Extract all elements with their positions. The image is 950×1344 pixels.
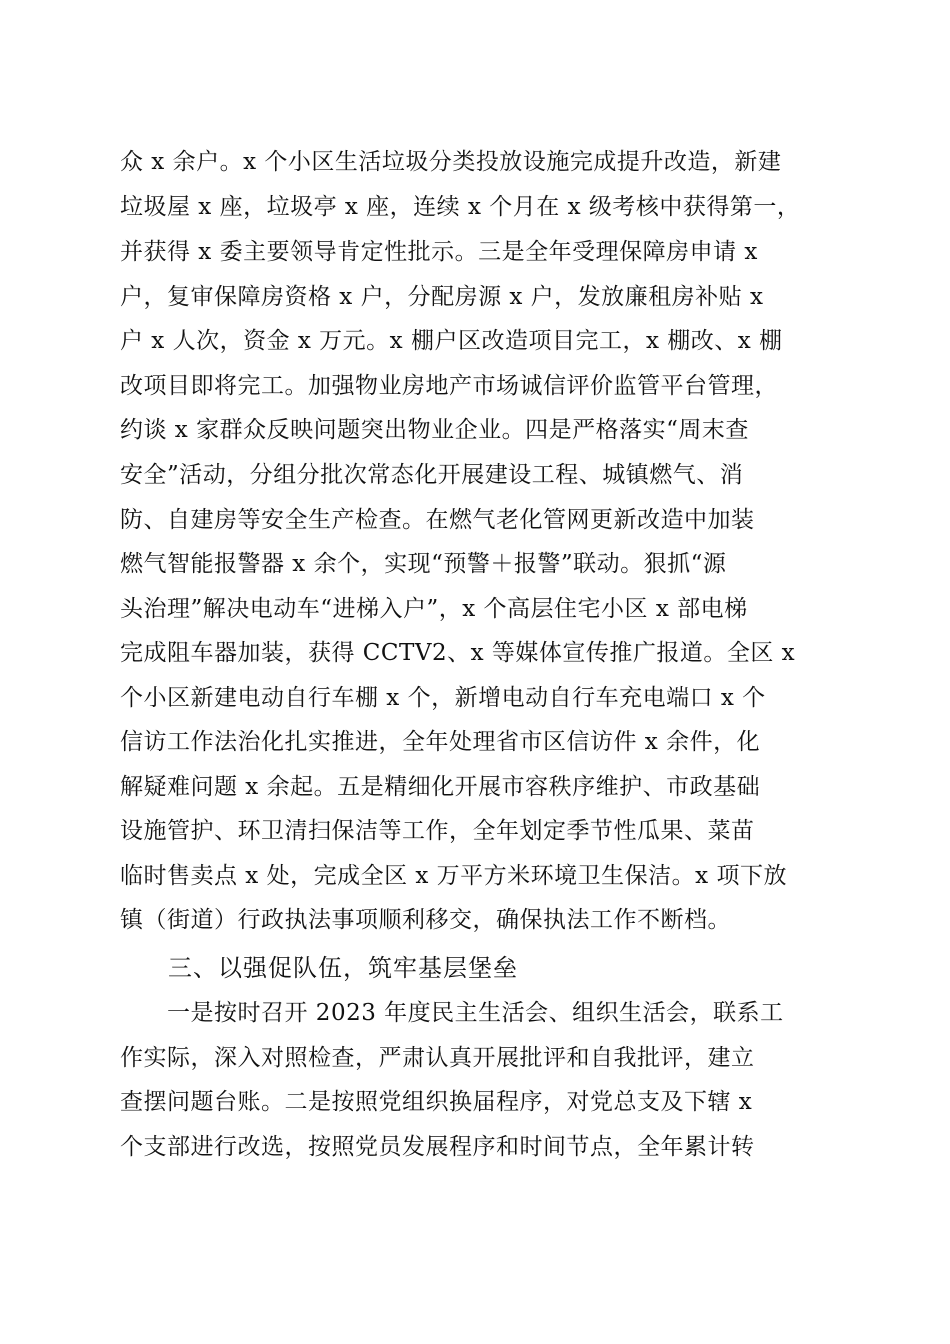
paragraph-line: 完成阻车器加装，获得 CCTV2、x 等媒体宣传推广报道。全区 x (120, 640, 796, 666)
paragraph-line: 作实际，深入对照检查，严肃认真开展批评和自我批评，建立 (120, 1045, 755, 1071)
paragraph-line: 镇（街道）行政执法事项顺利移交，确保执法工作不断档。 (120, 907, 731, 933)
paragraph-line: 查摆问题台账。二是按照党组织换届程序，对党总支及下辖 x (120, 1089, 753, 1115)
paragraph-line: 燃气智能报警器 x 余个，实现“预警＋报警”联动。狠抓“源 (120, 551, 727, 577)
paragraph-line: 并获得 x 委主要领导肯定性批示。三是全年受理保障房申请 x (120, 239, 758, 265)
paragraph-line: 一是按时召开 2023 年度民主生活会、组织生活会，联系工 (120, 1000, 784, 1026)
paragraph-line: 设施管护、环卫清扫保洁等工作，全年划定季节性瓜果、菜苗 (120, 818, 755, 844)
paragraph-line: 个小区新建电动自行车棚 x 个，新增电动自行车充电端口 x 个 (120, 685, 766, 711)
paragraph-line: 众 x 余户。x 个小区生活垃圾分类投放设施完成提升改造，新建 (120, 149, 782, 175)
section-heading: 三、以强促队伍，筑牢基层堡垒 (168, 954, 518, 982)
paragraph-line: 户 x 人次，资金 x 万元。x 棚户区改造项目完工，x 棚改、x 棚 (120, 328, 783, 354)
paragraph-line: 个支部进行改选，按照党员发展程序和时间节点，全年累计转 (120, 1134, 755, 1160)
paragraph-line: 户，复审保障房资格 x 户，分配房源 x 户，发放廉租房补贴 x (120, 284, 764, 310)
paragraph-line: 头治理”解决电动车“进梯入户”，x 个高层住宅小区 x 部电梯 (120, 596, 748, 622)
paragraph-line: 信访工作法治化扎实推进，全年处理省市区信访件 x 余件，化 (120, 729, 761, 755)
paragraph-line: 改项目即将完工。加强物业房地产市场诚信评价监管平台管理， (120, 373, 778, 399)
paragraph-line: 防、自建房等安全生产检查。在燃气老化管网更新改造中加装 (120, 507, 755, 533)
paragraph-line: 临时售卖点 x 处，完成全区 x 万平方米环境卫生保洁。x 项下放 (120, 863, 787, 889)
paragraph-line: 解疑难问题 x 余起。五是精细化开展市容秩序维护、市政基础 (120, 774, 761, 800)
paragraph-line: 垃圾屋 x 座，垃圾亭 x 座，连续 x 个月在 x 级考核中获得第一， (120, 194, 801, 220)
paragraph-line: 安全”活动，分组分批次常态化开展建设工程、城镇燃气、消 (120, 462, 744, 488)
paragraph-line: 约谈 x 家群众反映问题突出物业企业。四是严格落实“周末查 (120, 417, 749, 443)
